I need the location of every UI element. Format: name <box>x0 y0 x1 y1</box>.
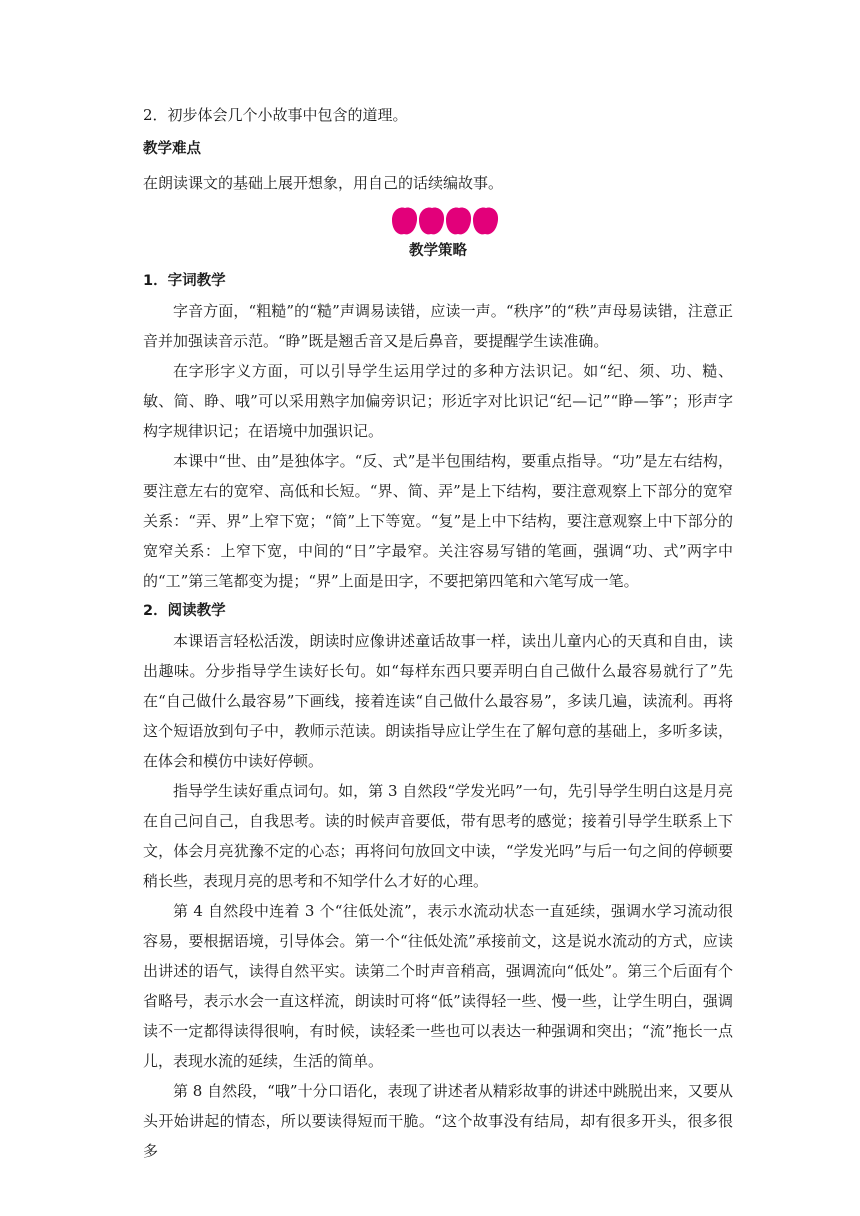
s2-paragraph-3: 第 4 自然段中连着 3 个“往低处流”，表示水流动状态一直延续，强调水学习流动很容易，要根据语境，引导体会。第一个“往低处流”承接前文，这是说水流动的方式，应读出讲述的语气，读得自然平实。读第二个时声音稍高，强调流向“低处”。第三个后面有个省略号，表示水会一直这样流，朗读时可将“低”读得轻一些、慢一些，让学生明白，强调读不一定都得读得很响，有时候，读轻柔一些也可以表达一种强调和突出；“流”拖长一点儿，表现水流的延续，生活的简单。 <box>143 902 733 1070</box>
s1-paragraph-3: 本课中“世、由”是独体字。“反、式”是半包围结构，要重点指导。“功”是左右结构，要注意左右的宽窄、高低和长短。“界、简、弄”是上下结构，要注意观察上下部分的宽窄关系：“弄、界”上窄下宽；“简”上下等宽。“复”是上中下结构，要注意观察上中下部分的宽窄关系：上窄下宽，中间的“日”字最窄。关注容易写错的笔画，强调“功、式”两字中的“工”第三笔都变为提；“界”上面是田字，不要把第四笔和六笔写成一笔。 <box>143 452 733 590</box>
s2-paragraph-2: 指导学生读好重点词句。如，第 3 自然段“学发光吗”一句，先引导学生明白这是月亮在自己问自己，自我思考。读的时候声音要低，带有思考的感觉；接着引导学生联系上下文，体会月亮犹豫不定的心态；再将问句放回文中读，“学发光吗”与后一句之间的停顿要稍长些，表现月亮的思考和不知学什么才好的心理。 <box>143 782 733 890</box>
strategy-title: 教学策略 <box>409 243 467 259</box>
section2-heading: 2．阅读教学 <box>143 603 226 619</box>
goal-item-2: 2．初步体会几个小故事中包含的道理。 <box>143 106 408 124</box>
decorative-blobs-icon <box>388 204 500 238</box>
document-body <box>143 100 733 1166</box>
s1-paragraph-2: 在字形字义方面，可以引导学生运用学过的多种方法识记。如“纪、须、功、糙、敏、简、睁、哦”可以采用熟字加偏旁识记；形近字对比识记“纪—记”“睁—筝”；形声字构字规律识记；在语境中加强识记。 <box>143 362 733 440</box>
section1-heading: 1．字词教学 <box>143 273 226 289</box>
s2-paragraph-4: 第 8 自然段，“哦”十分口语化，表现了讲述者从精彩故事的讲述中跳脱出来，又要从头开始讲起的情态，所以要读得短而干脆。“这个故事没有结局，却有很多开头，很多很多 <box>143 1082 733 1160</box>
s2-paragraph-1: 本课语言轻松活泼，朗读时应像讲述童话故事一样，读出儿童内心的天真和自由，读出趣味。分步指导学生读好长句。如“每样东西只要弄明白自己做什么最容易就行了”先在“自己做什么最容易”下画线，接着连读“自己做什么最容易”，多读几遍，读流利。再将这个短语放到句子中，教师示范读。朗读指导应让学生在了解句意的基础上，多听多读，在体会和模仿中读好停顿。 <box>143 632 733 770</box>
difficulty-heading: 教学难点 <box>143 141 201 157</box>
section-divider <box>143 204 733 238</box>
difficulty-text: 在朗读课文的基础上展开想象，用自己的话续编故事。 <box>143 174 504 192</box>
s1-paragraph-1: 字音方面，“粗糙”的“糙”声调易读错，应读一声。“秩序”的“秩”声母易读错，注意正音并加强读音示范。“睁”既是翘舌音又是后鼻音，要提醒学生读准确。 <box>143 302 733 350</box>
